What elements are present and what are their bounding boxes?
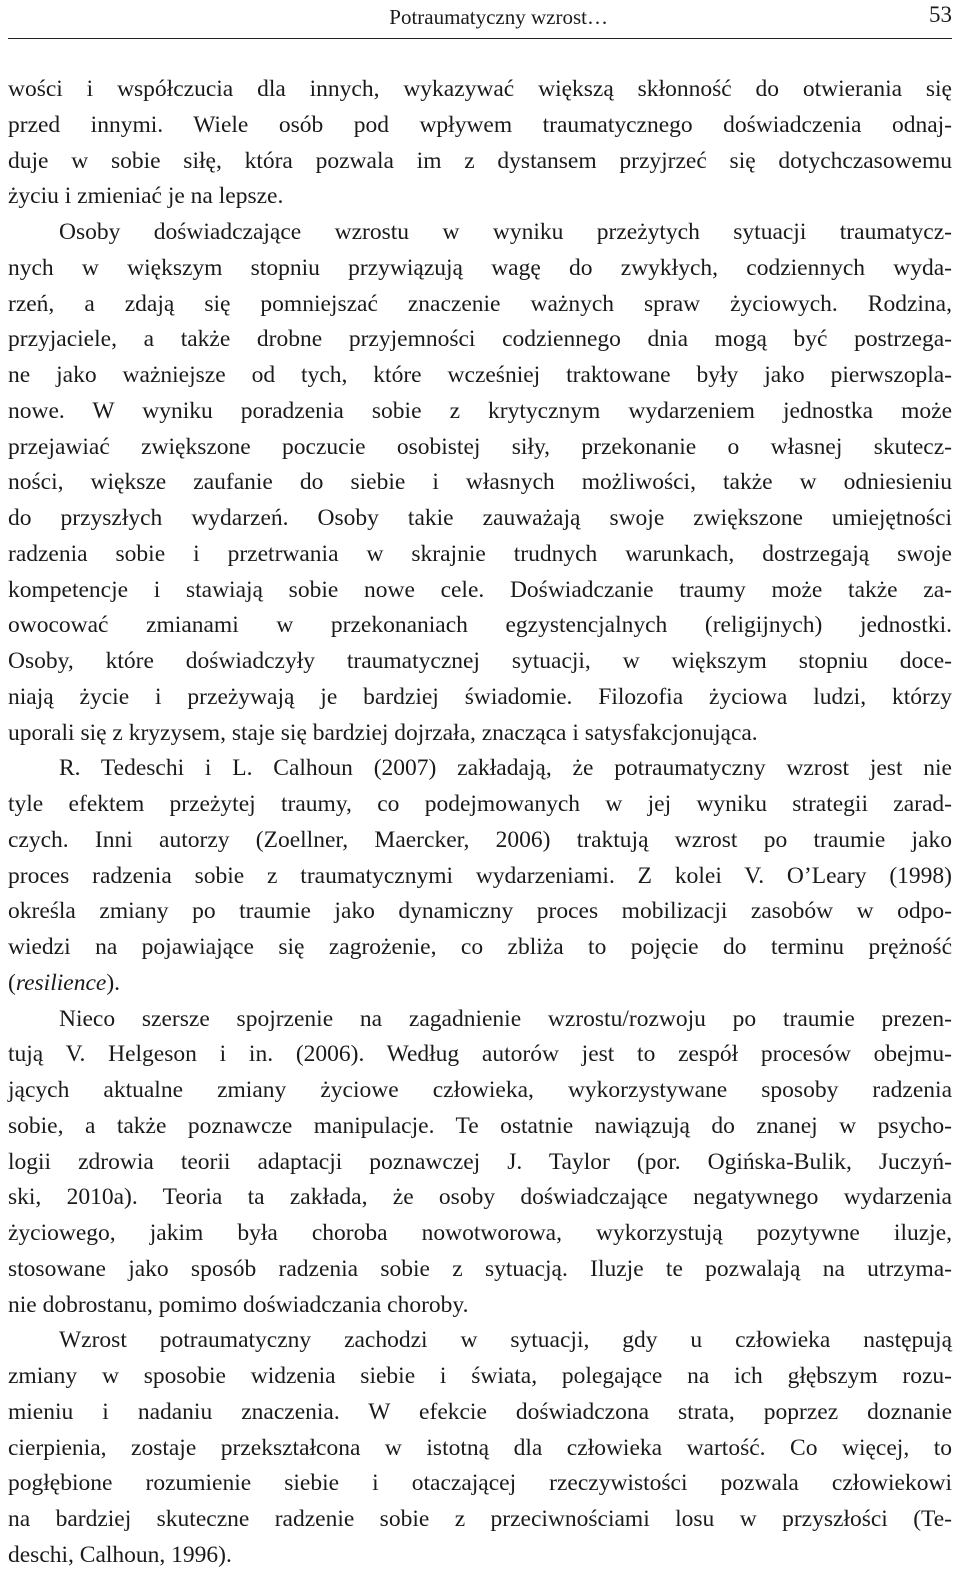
resilience-close: ). bbox=[106, 969, 121, 996]
text-line: wości i współczucia dla innych, wykazywać większą skłonność do otwierania się bbox=[8, 76, 952, 102]
text-line: uporali się z kryzysem, staje się bardziej dojrzała, znacząca i satysfakcjonująca. bbox=[8, 719, 758, 746]
page-number: 53 bbox=[929, 2, 952, 27]
text-line: radzenia sobie i przetrwania w skrajnie trudnych warunkach, dostrzegają swoje bbox=[8, 540, 952, 567]
text-line: tyle efektem przeżytej traumy, co podejmowanych w jej wyniku strategii zarad- bbox=[8, 791, 952, 817]
text-line: niają życie i przeżywają je bardziej świadomie. Filozofia życiowa ludzi, którzy bbox=[8, 683, 952, 710]
text-line: Osoby, które doświadczyły traumatycznej sytuacji, w większym stopniu doce- bbox=[8, 648, 952, 674]
running-header-title: Potraumatyczny wzrost… bbox=[389, 5, 608, 29]
text-line: rzeń, a zdają się pomniejszać znaczenie ważnych spraw życiowych. Rodzina, bbox=[8, 290, 952, 317]
paragraph-first-line: Nieco szersze spojrzenie na zagadnienie wzrostu/rozwoju po traumie prezen- bbox=[59, 1005, 952, 1032]
paragraph-first-line: Wzrost potraumatyczny zachodzi w sytuacji, gdy u człowieka następują bbox=[59, 1327, 952, 1354]
text-line: życiu i zmieniać je na lepsze. bbox=[8, 183, 284, 210]
text-line: stosowane jako sposób radzenia sobie z sytuacją. Iluzje te pozwalają na utrzyma- bbox=[8, 1255, 952, 1282]
resilience-term: resilience bbox=[15, 969, 107, 996]
text-line: czych. Inni autorzy (Zoellner, Maercker, 2006) traktują wzrost po traumie jako bbox=[8, 826, 952, 853]
text-line: nie dobrostanu, pomimo doświadczania choroby. bbox=[8, 1291, 469, 1318]
text-line-resilience bbox=[8, 966, 952, 1002]
text-line: ski, 2010a). Teoria ta zakłada, że osoby doświadczające negatywnego wydarzenia bbox=[8, 1184, 952, 1211]
text-line: na bardziej skuteczne radzenie sobie z przeciwnościami losu w przyszłości (Te- bbox=[8, 1506, 952, 1532]
text-line: pogłębione rozumienie siebie i otaczającej rzeczywistości pozwala człowiekowi bbox=[8, 1470, 952, 1497]
text-line: nych w większym stopniu przywiązują wagę do zwykłych, codziennych wyda- bbox=[8, 254, 952, 281]
text-line: życiowego, jakim była choroba nowotworowa, wykorzystują pozytywne iluzje, bbox=[8, 1220, 952, 1246]
text-line: ności, większe zaufanie do siebie i własnych możliwości, także w odniesieniu bbox=[8, 469, 952, 496]
running-header bbox=[0, 0, 960, 34]
text-line: jących aktualne zmiany życiowe człowieka, wykorzystywane sposoby radzenia bbox=[8, 1077, 952, 1103]
text-line: przed innymi. Wiele osób pod wpływem traumatycznego doświadczenia odnaj- bbox=[8, 111, 952, 138]
text-line: duje w sobie siłę, która pozwala im z dystansem przyjrzeć się dotychczasowemu bbox=[8, 147, 952, 174]
header-rule bbox=[8, 38, 952, 39]
resilience-open: ( bbox=[8, 969, 16, 996]
text-line: mieniu i nadaniu znaczenia. W efekcie doświadczona strata, poprzez doznanie bbox=[8, 1398, 952, 1425]
text-line: określa zmiany po traumie jako dynamiczny proces mobilizacji zasobów w odpo- bbox=[8, 898, 952, 925]
text-line: cierpienia, zostaje przekształcona w istotną dla człowieka wartość. Co więcej, to bbox=[8, 1434, 952, 1461]
body-text bbox=[8, 72, 952, 1574]
text-line: zmiany w sposobie widzenia siebie i świata, polegające na ich głębszym rozu- bbox=[8, 1363, 952, 1389]
text-line: wiedzi na pojawiające się zagrożenie, co zbliża to pojęcie do terminu prężność bbox=[8, 934, 952, 960]
text-line: do przyszłych wydarzeń. Osoby takie zauważają swoje zwiększone umiejętności bbox=[8, 505, 952, 531]
paragraph-first-line: R. Tedeschi i L. Calhoun (2007) zakładają, że potraumatyczny wzrost jest nie bbox=[59, 755, 952, 782]
text-line: ne jako ważniejsze od tych, które wcześniej traktowane były jako pierwszopla- bbox=[8, 362, 952, 388]
text-line: logii zdrowia teorii adaptacji poznawczej J. Taylor (por. Ogińska-Bulik, Juczyń- bbox=[8, 1148, 952, 1175]
paragraph-first-line: Osoby doświadczające wzrostu w wyniku przeżytych sytuacji traumatycz- bbox=[59, 219, 952, 245]
text-line: proces radzenia sobie z traumatycznymi wydarzeniami. Z kolei V. O’Leary (1998) bbox=[8, 862, 952, 889]
text-line: przejawiać zwiększone poczucie osobistej siły, przekonanie o własnej skutecz- bbox=[8, 433, 952, 460]
text-line: deschi, Calhoun, 1996). bbox=[8, 1541, 232, 1568]
text-line: przyjaciele, a także drobne przyjemności codziennego dnia mogą być postrzega- bbox=[8, 326, 952, 353]
text-line: sobie, a także poznawcze manipulacje. Te ostatnie nawiązują do znanej w psycho- bbox=[8, 1112, 952, 1139]
text-line: tują V. Helgeson i in. (2006). Według autorów jest to zespół procesów obejmu- bbox=[8, 1041, 952, 1068]
text-line: owocować zmianami w przekonaniach egzystencjalnych (religijnych) jednostki. bbox=[8, 612, 952, 639]
text-line: nowe. W wyniku poradzenia sobie z krytycznym wydarzeniem jednostka może bbox=[8, 397, 952, 424]
text-line: kompetencje i stawiają sobie nowe cele. Doświadczanie traumy może także za- bbox=[8, 576, 952, 603]
